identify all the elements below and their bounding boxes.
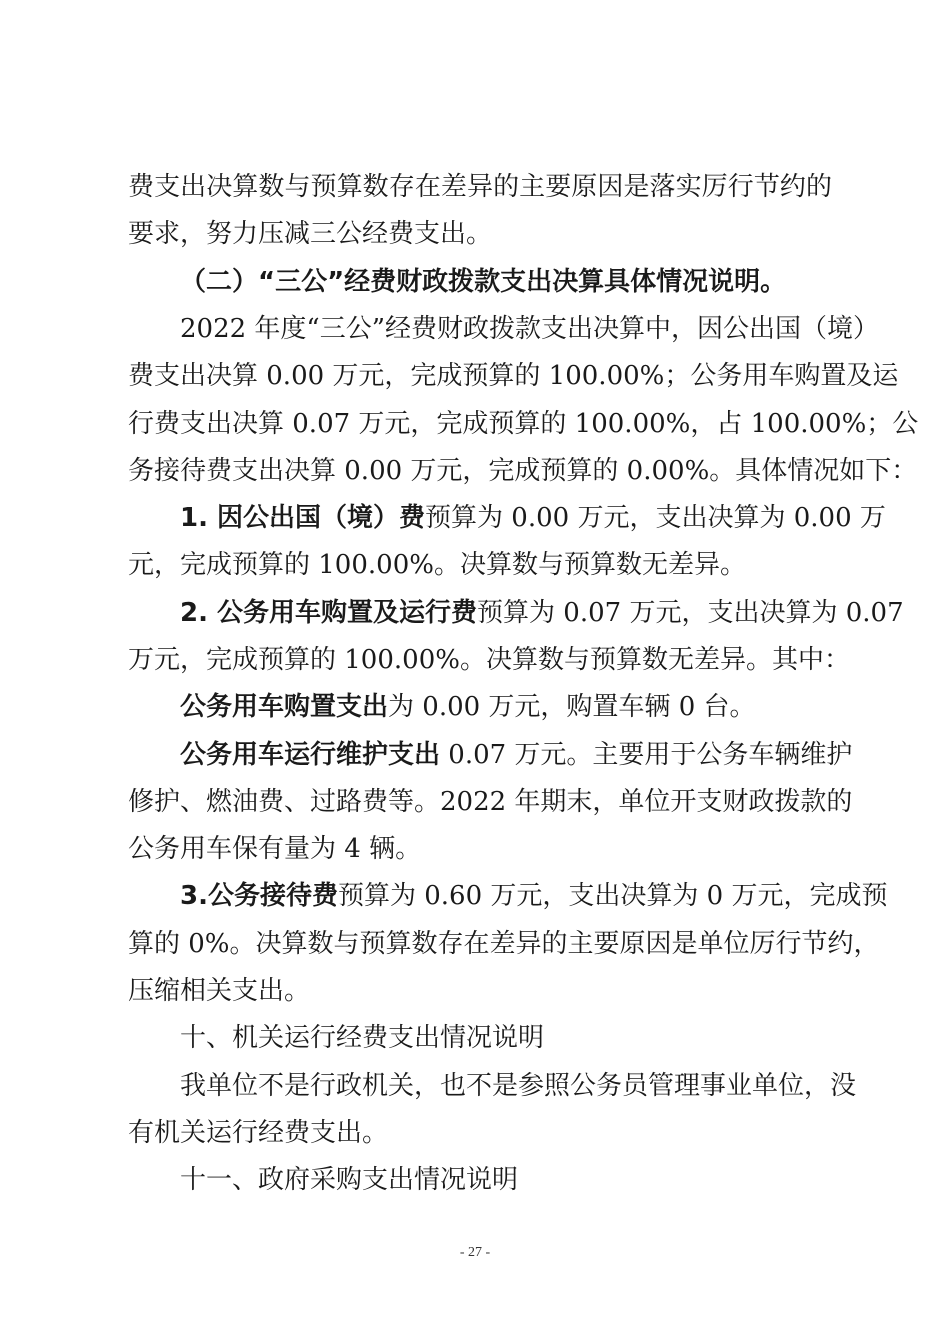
paragraph-line: 费支出决算数与预算数存在差异的主要原因是落实厉行节约的	[128, 172, 832, 202]
paragraph-line	[180, 876, 888, 916]
item-title-overseas: 1. 因公出国（境）费	[180, 503, 426, 533]
paragraph-line	[180, 593, 904, 633]
paragraph-line: 万元，完成预算的 100.00%。决算数与预算数无差异。其中：	[128, 645, 850, 675]
paragraph-line	[180, 498, 886, 538]
item-text: 预算为 0.00 万元，支出决算为 0.00 万	[425, 503, 886, 533]
item-title-vehicle-purchase: 公务用车购置支出	[180, 692, 389, 722]
paragraph-line	[180, 687, 832, 727]
paragraph-line: 费支出决算 0.00 万元，完成预算的 100.00%；公务用车购置及运	[128, 361, 899, 391]
paragraph-line: 要求，努力压减三公经费支出。	[128, 219, 493, 249]
item-text: 预算为 0.60 万元，支出决算为 0 万元，完成预	[337, 881, 888, 911]
item-text: 为 0.00 万元，购置车辆 0 台。	[388, 692, 756, 722]
section-heading-eleven: 十一、政府采购支出情况说明	[180, 1165, 519, 1195]
paragraph-line: 有机关运行经费支出。	[128, 1118, 389, 1148]
paragraph-line: 算的 0%。决算数与预算数存在差异的主要原因是单位厉行节约，	[128, 929, 880, 959]
paragraph-line: 元，完成预算的 100.00%。决算数与预算数无差异。	[128, 550, 746, 580]
section-subheading: （二）“三公”经费财政拨款支出决算具体情况说明。	[180, 267, 787, 297]
page-number: - 27 -	[459, 1245, 491, 1260]
item-title-reception: 3.公务接待费	[180, 881, 338, 911]
item-text: 0.07 万元。主要用于公务车辆维护	[440, 740, 853, 770]
paragraph-line: 压缩相关支出。	[128, 976, 311, 1006]
item-text: 预算为 0.07 万元，支出决算为 0.07	[477, 598, 904, 628]
section-heading-ten: 十、机关运行经费支出情况说明	[180, 1023, 545, 1053]
paragraph-line: 行费支出决算 0.07 万元，完成预算的 100.00%，占 100.00%；公	[128, 409, 919, 439]
paragraph-line: 公务用车保有量为 4 辆。	[128, 834, 422, 864]
paragraph-line: 我单位不是行政机关，也不是参照公务员管理事业单位，没	[180, 1071, 857, 1101]
paragraph-line: 务接待费支出决算 0.00 万元，完成预算的 0.00%。具体情况如下：	[128, 456, 918, 486]
item-title-vehicle-maintenance: 公务用车运行维护支出	[180, 740, 441, 770]
paragraph-line: 修护、燃油费、过路费等。2022 年期末，单位开支财政拨款的	[128, 787, 853, 817]
paragraph-line	[180, 735, 853, 775]
paragraph-line: 2022 年度“三公”经费财政拨款支出决算中，因公出国（境）	[180, 314, 880, 344]
item-title-vehicle: 2. 公务用车购置及运行费	[180, 598, 478, 628]
